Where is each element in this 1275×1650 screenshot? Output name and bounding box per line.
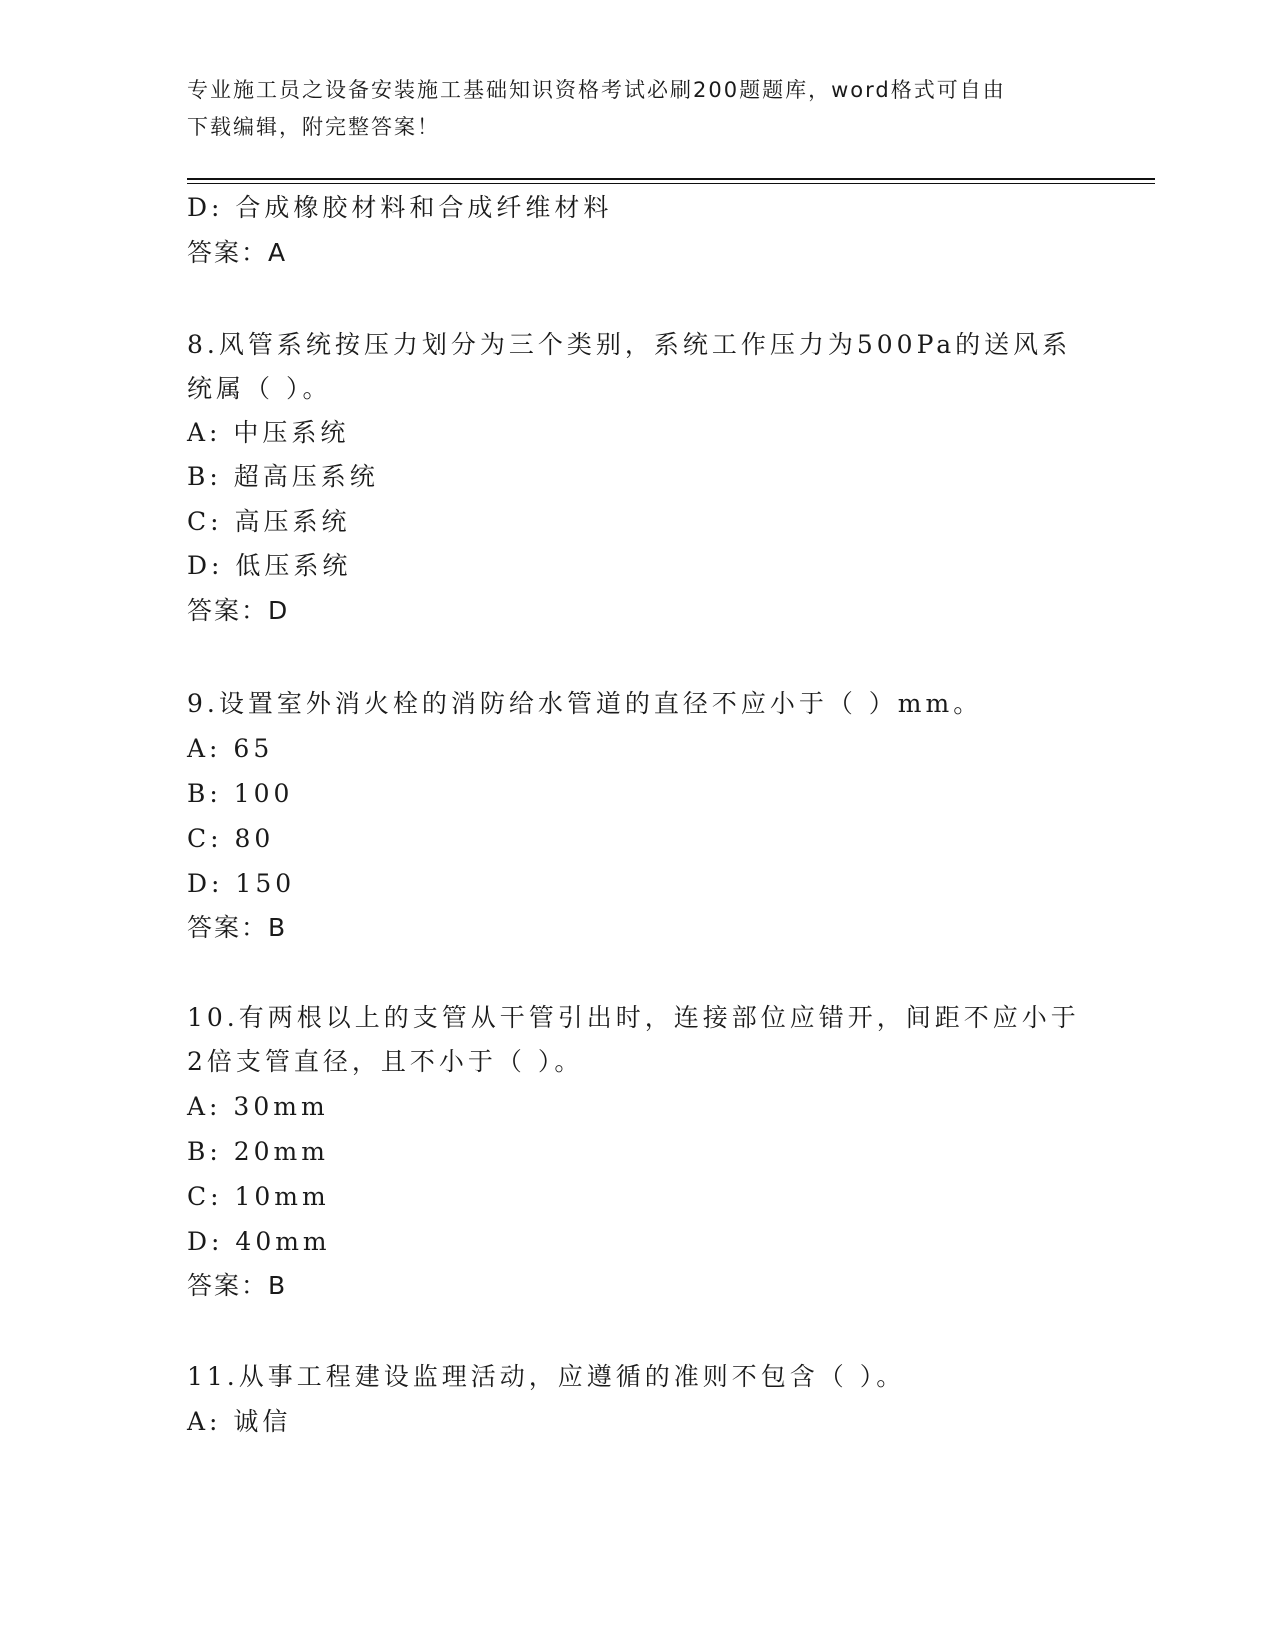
q9-option-b: B: 100	[187, 779, 294, 808]
q9-answer: 答案：B	[187, 913, 288, 942]
q10-stem-line1: 10.有两根以上的支管从干管引出时，连接部位应错开，间距不应小于	[187, 1003, 1080, 1032]
header-divider-thin	[187, 183, 1155, 184]
q9-option-d: D: 150	[187, 869, 296, 898]
q9-stem-line1: 9.设置室外消火栓的消防给水管道的直径不应小于（ ）mm。	[187, 689, 983, 718]
q9-option-a: A: 65	[187, 734, 274, 763]
q8-option-c: C: 高压系统	[187, 507, 351, 536]
q9-option-c: C: 80	[187, 824, 275, 853]
q10-option-d: D: 40mm	[187, 1227, 331, 1256]
prev-option-d: D: 合成橡胶材料和合成纤维材料	[187, 193, 613, 222]
document-header	[187, 72, 1087, 146]
header-title-line2: 下载编辑，附完整答案！	[187, 115, 440, 139]
q8-answer: 答案：D	[187, 596, 290, 625]
q10-answer: 答案：B	[187, 1271, 288, 1300]
q8-option-a: A: 中压系统	[187, 418, 350, 447]
prev-answer: 答案：A	[187, 238, 288, 267]
q10-option-c: C: 10mm	[187, 1182, 330, 1211]
q11-option-a: A: 诚信	[187, 1407, 292, 1436]
q11-stem-line1: 11.从事工程建设监理活动，应遵循的准则不包含（ ）。	[187, 1362, 906, 1391]
q8-option-b: B: 超高压系统	[187, 462, 379, 491]
q8-stem-line1: 8.风管系统按压力划分为三个类别，系统工作压力为500Pa的送风系	[187, 330, 1072, 359]
header-title-line1: 专业施工员之设备安装施工基础知识资格考试必刷200题题库，word格式可自由	[187, 78, 1006, 102]
header-divider-thick	[187, 178, 1155, 180]
q8-stem-line2: 统属（ ）。	[187, 374, 332, 403]
q10-option-a: A: 30mm	[187, 1092, 329, 1121]
q10-stem-line2: 2倍支管直径，且不小于（ ）。	[187, 1047, 584, 1076]
q10-option-b: B: 20mm	[187, 1137, 329, 1166]
q8-option-d: D: 低压系统	[187, 551, 352, 580]
